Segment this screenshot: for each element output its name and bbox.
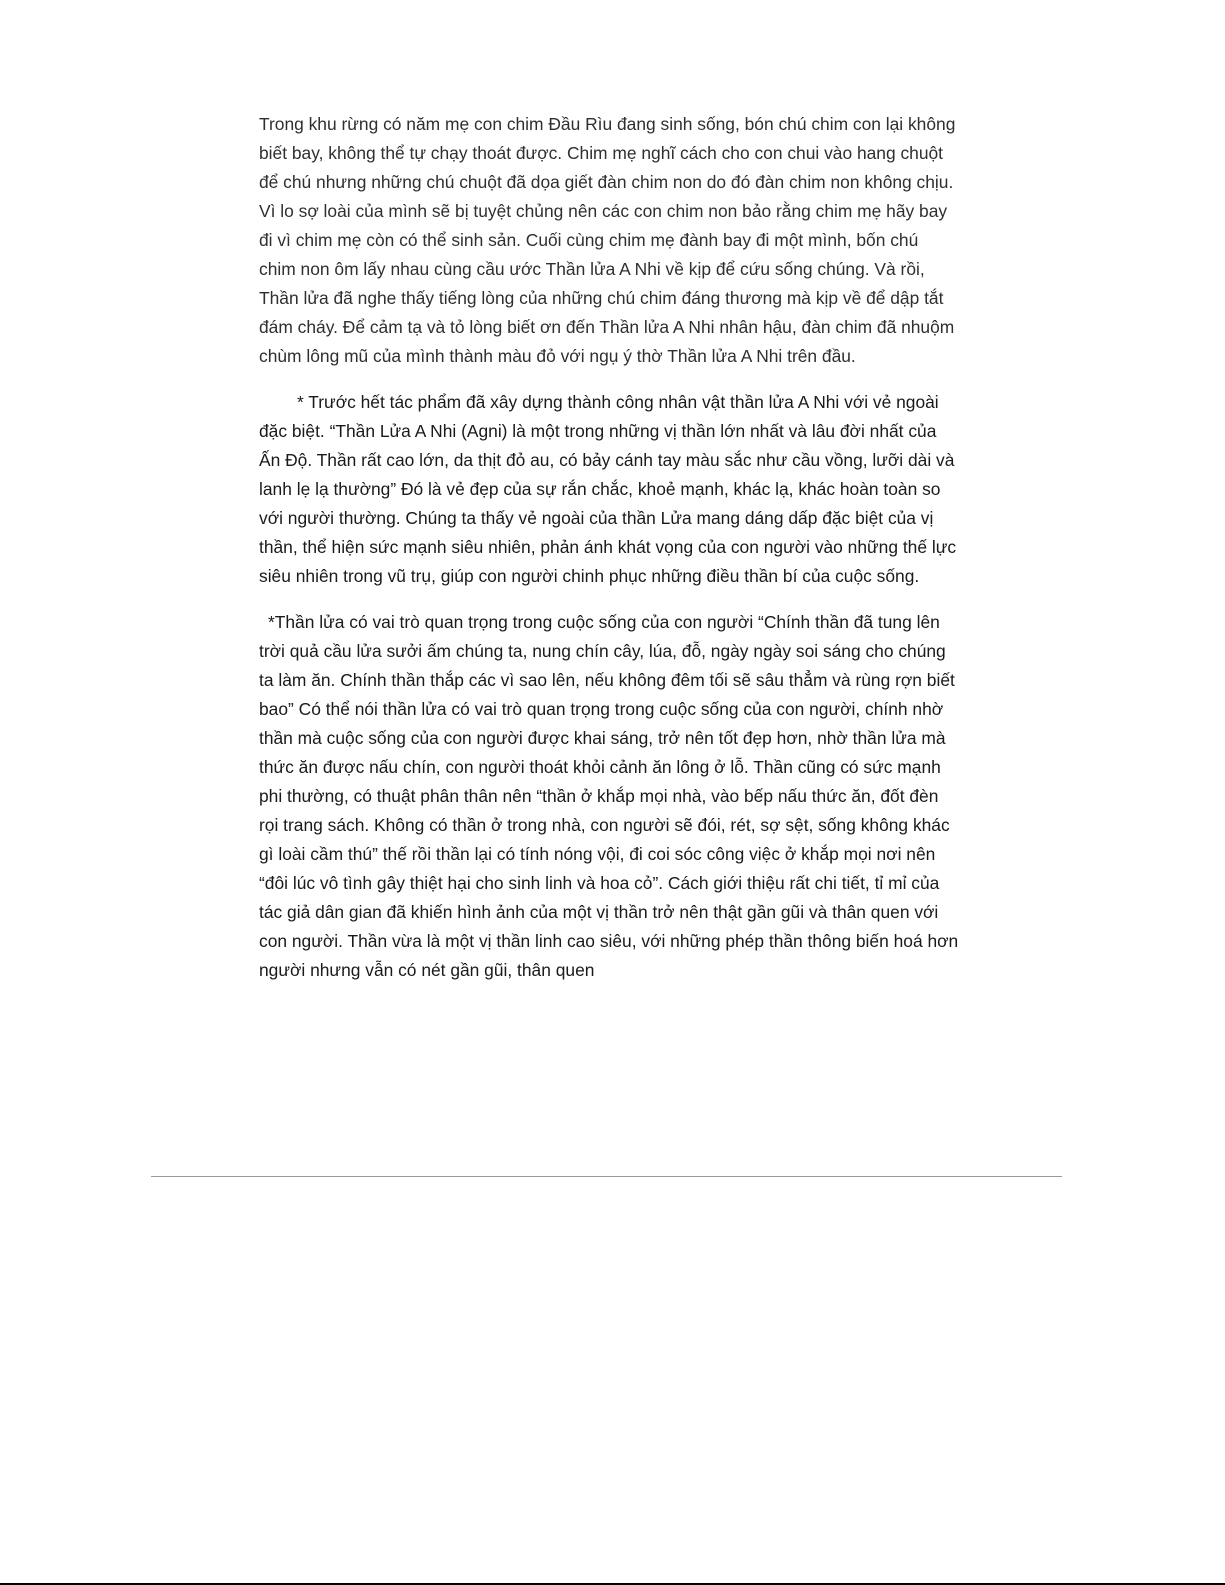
paragraph-story-summary: Trong khu rừng có năm mẹ con chim Đầu Rìu đang sinh sống, bón chú chim con lại không biết bay, không thể tự chạy thoát được. Chim mẹ nghĩ cách cho con chui vào hang chuột để chú nhưng những chú chuột đã dọa giết đàn chim non do đó đàn chim non không chịu. Vì lo sợ loài của mình sẽ bị tuyệt chủng nên các con chim non bảo rằng chim mẹ hãy bay đi vì chim mẹ còn có thể sinh sản. Cuối cùng chim mẹ đành bay đi một mình, bốn chú chim non ôm lấy nhau cùng cầu ước Thần lửa A Nhi về kịp để cứu sống chúng. Và rồi, Thần lửa đã nghe thấy tiếng lòng của những chú chim đáng thương mà kịp về để dập tắt đám cháy. Để cảm tạ và tỏ lòng biết ơn đến Thần lửa A Nhi nhân hậu, đàn chim đã nhuộm chùm lông mũ của mình thành màu đỏ với ngụ ý thờ Thần lửa A Nhi trên đầu.	[259, 114, 956, 366]
paragraph-appearance-analysis: * Trước hết tác phẩm đã xây dựng thành công nhân vật thần lửa A Nhi với vẻ ngoài đặc biệt. “Thần Lửa A Nhi (Agni) là một trong những vị thần lớn nhất và lâu đời nhất của Ấn Độ. Thần rất cao lớn, da thịt đỏ au, có bảy cánh tay màu sắc như cầu vồng, lưỡi dài và lanh lẹ lạ thường” Đó là vẻ đẹp của sự rắn chắc, khoẻ mạnh, khác lạ, khác hoàn toàn so với người thường. Chúng ta thấy vẻ ngoài của thần Lửa mang dáng dấp đặc biệt của vị thần, thể hiện sức mạnh siêu nhiên, phản ánh khát vọng của con người vào những thế lực siêu nhiên trong vũ trụ, giúp con người chinh phục những điều thần bí của cuộc sống.	[259, 392, 957, 586]
page-divider	[151, 1176, 1062, 1177]
paragraph-role-analysis: *Thần lửa có vai trò quan trọng trong cuộc sống của con người “Chính thần đã tung lên trời quả cầu lửa sưởi ấm chúng ta, nung chín cây, lúa, đỗ, ngày ngày soi sáng cho chúng ta làm ăn. Chính thần thắp các vì sao lên, nếu không đêm tối sẽ sâu thẳm và rùng rợn biết bao” Có thể nói thần lửa có vai trò quan trọng trong cuộc sống của con người, chính nhờ thần mà cuộc sống của con người được khai sáng, trở nên tốt đẹp hơn, nhờ thần lửa mà thức ăn được nấu chín, con người thoát khỏi cảnh ăn lông ở lỗ. Thần cũng có sức mạnh phi thường, có thuật phân thân nên “thần ở khắp mọi nhà, vào bếp nấu thức ăn, đốt đèn rọi trang sách. Không có thần ở trong nhà, con người sẽ đói, rét, sợ sệt, sống không khác gì loài cầm thú” thế rồi thần lại có tính nóng vội, đi coi sóc công việc ở khắp mọi nơi nên “đôi lúc vô tình gây thiệt hại cho sinh linh và hoa cỏ”. Cách giới thiệu rất chi tiết, tỉ mỉ của tác giả dân gian đã khiến hình ảnh của một vị thần trở nên thật gần gũi và thân quen với con người. Thần vừa là một vị thần linh cao siêu, với những phép thần thông biến hoá hơn người nhưng vẫn có nét gần gũi, thân quen	[259, 612, 959, 980]
document-body	[259, 110, 959, 1002]
